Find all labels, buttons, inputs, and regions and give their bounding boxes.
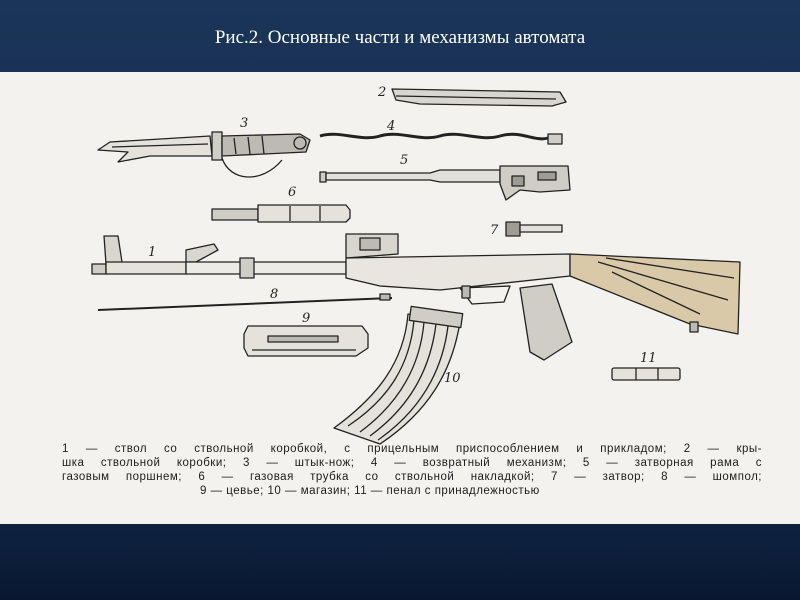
part-bolt-carrier — [320, 166, 570, 200]
label-part-11: 11 — [640, 351, 657, 366]
label-part-6: 6 — [288, 185, 297, 200]
figure-panel — [0, 72, 800, 524]
part-receiver-cover — [392, 89, 566, 106]
figure-caption — [62, 442, 762, 498]
label-part-9: 9 — [302, 311, 311, 326]
label-part-3: 3 — [240, 116, 249, 131]
part-handguard — [244, 326, 368, 356]
label-part-4: 4 — [387, 119, 396, 134]
part-return-mechanism — [320, 134, 562, 144]
label-part-10: 10 — [444, 371, 461, 386]
label-part-5: 5 — [400, 153, 409, 168]
caption-line: 9 — цевье; 10 — магазин; 11 — пенал с принадлежностью — [200, 485, 540, 497]
caption-line: шка ствольной коробки; 3 — штык-нож; 4 — возвратный механизм; 5 — затворная рама с — [62, 457, 762, 469]
caption-line: газовым поршнем; 6 — газовая трубка со ствольной накладкой; 7 — затвор; 8 — шомпол; — [62, 471, 762, 483]
bottom-band — [0, 524, 800, 600]
label-part-8: 8 — [270, 287, 279, 302]
label-part-7: 7 — [490, 223, 499, 238]
part-bolt — [506, 222, 562, 236]
part-cleaning-rod — [98, 294, 392, 310]
label-part-2: 2 — [378, 85, 387, 100]
part-accessory-case — [612, 368, 680, 380]
part-gas-tube — [212, 205, 350, 222]
label-part-1: 1 — [148, 245, 157, 260]
part-bayonet — [98, 132, 310, 177]
caption-line: 1 — ствол со ствольной коробкой, с прицельным приспособлением и прикладом; 2 — кры- — [62, 443, 762, 455]
slide-title: Рис.2. Основные части и механизмы автомата — [214, 27, 586, 48]
